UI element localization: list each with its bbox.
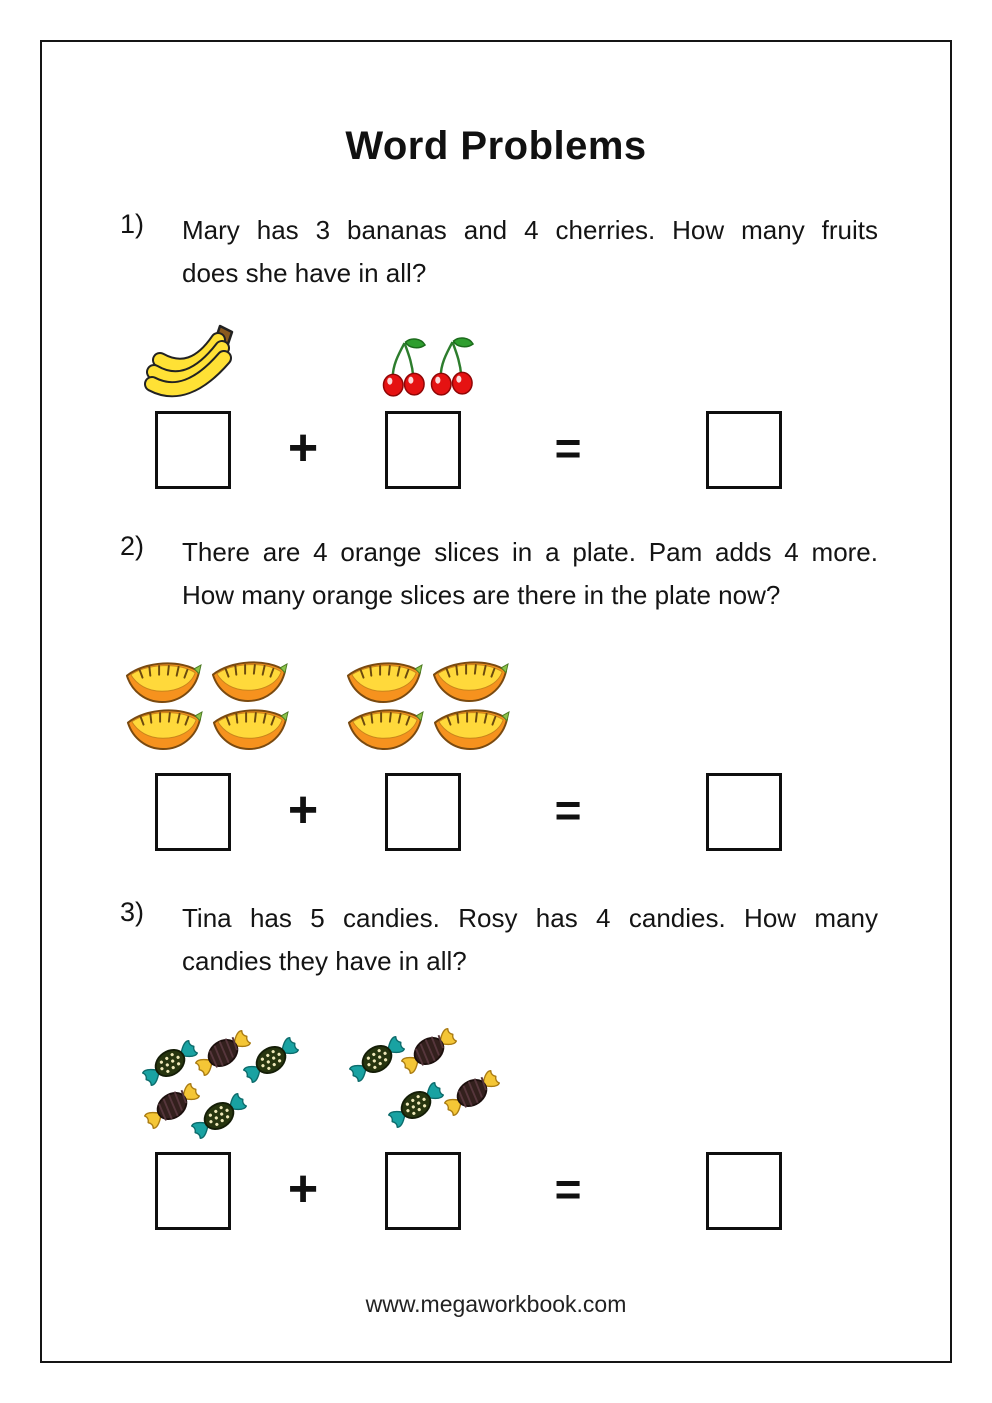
equals-sign: = <box>554 422 582 474</box>
orange-slice-icon <box>210 660 288 703</box>
p1-answer-box-addend2[interactable] <box>385 411 461 489</box>
plus-sign: + <box>287 781 319 839</box>
p2-answer-box-sum[interactable] <box>706 773 782 851</box>
p3-answer-box-addend1[interactable] <box>155 1152 231 1230</box>
p2-answer-box-addend1[interactable] <box>155 773 231 851</box>
p1-answer-box-addend1[interactable] <box>155 411 231 489</box>
problem-3-number: 3) <box>120 897 145 927</box>
plus-sign: + <box>287 419 319 477</box>
orange-slice-icon <box>124 661 202 704</box>
problem-3-text-line1: Tina has 5 candies. Rosy has 4 candies. How many <box>182 903 878 933</box>
problem-2-text-line1: There are 4 orange slices in a plate. Pam adds 4 more. <box>182 537 878 567</box>
cherry-pair-icon <box>430 335 475 396</box>
p2-answer-box-addend2[interactable] <box>385 773 461 851</box>
p3-answer-box-sum[interactable] <box>706 1152 782 1230</box>
p3-answer-box-addend2[interactable] <box>385 1152 461 1230</box>
cherry-pair-icon <box>382 336 427 397</box>
orange-slice-icon <box>125 708 203 751</box>
orange-slice-icon <box>211 708 289 751</box>
equation-row-2 <box>0 773 992 851</box>
orange-slice-icon <box>346 708 424 751</box>
equation-row-1 <box>0 411 992 489</box>
plus-sign: + <box>287 1160 319 1218</box>
problem-1-text-line2: does she have in all? <box>182 258 427 288</box>
orange-slice-icon <box>345 661 423 704</box>
equals-sign: = <box>554 1163 582 1215</box>
worksheet-title: Word Problems <box>345 124 647 168</box>
orange-slice-icon <box>431 660 509 703</box>
problem-3-text-line2: candies they have in all? <box>182 946 467 976</box>
problem-2-text <box>182 531 878 617</box>
problem-1-number: 1) <box>120 209 145 239</box>
p1-answer-box-sum[interactable] <box>706 411 782 489</box>
problem-1-text <box>182 209 878 295</box>
equation-row-3 <box>0 1152 992 1230</box>
equals-sign: = <box>554 784 582 836</box>
problem-2-text-line2: How many orange slices are there in the plate now? <box>182 580 781 610</box>
problem-2-number: 2) <box>120 531 145 561</box>
orange-slice-icon <box>432 708 510 751</box>
footer-website: www.megaworkbook.com <box>365 1291 627 1317</box>
problem-1-text-line1: Mary has 3 bananas and 4 cherries. How many fruits <box>182 215 878 245</box>
problem-3-text <box>182 897 878 983</box>
banana-bunch-icon <box>140 316 246 404</box>
